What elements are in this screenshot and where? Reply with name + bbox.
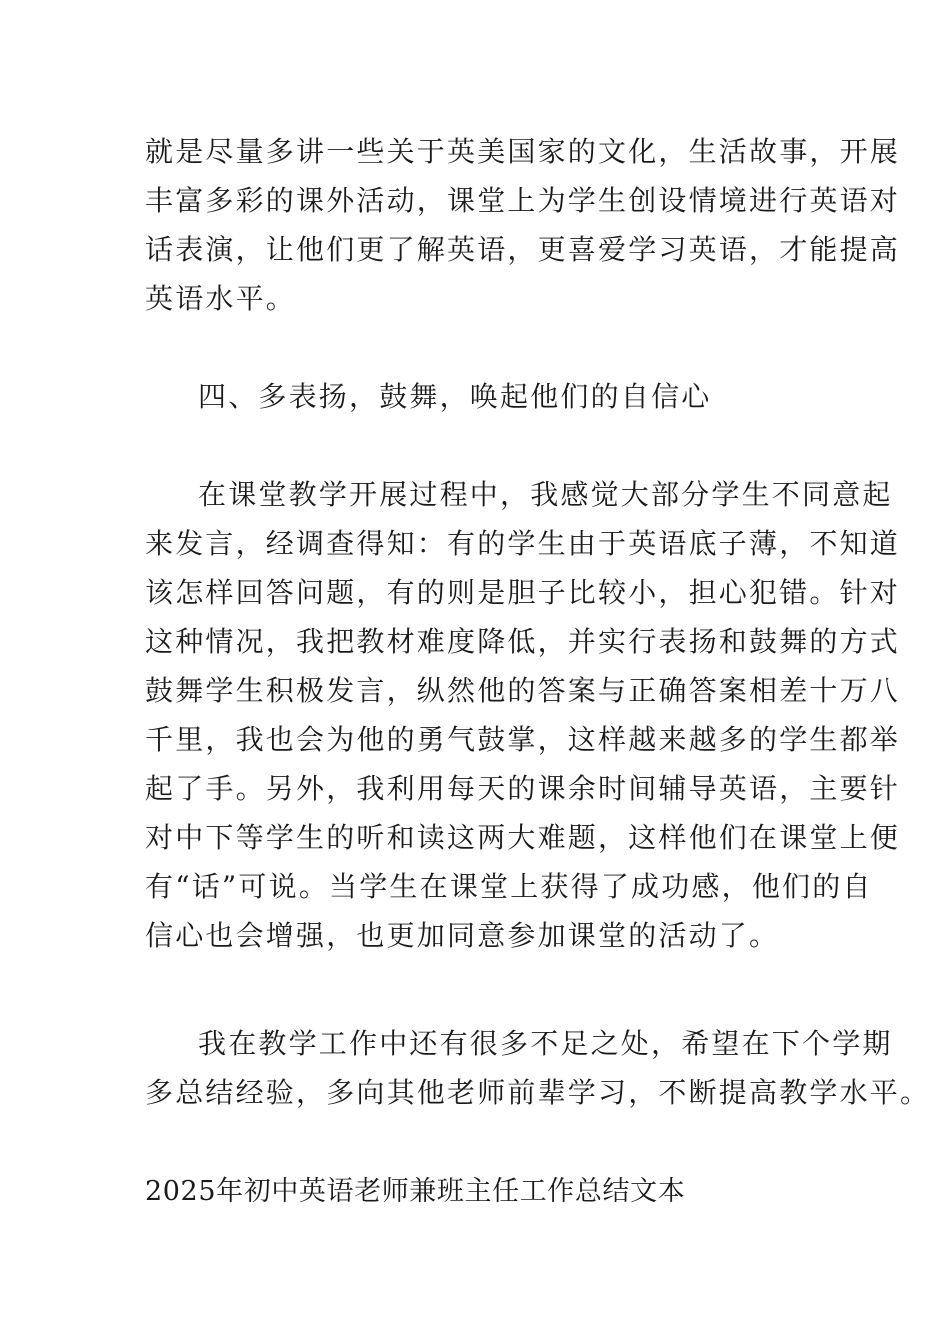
text-line: 有“话”可说。当学生在课堂上获得了成功感，他们的自 xyxy=(145,870,873,903)
text-line: 多总结经验，多向其他老师前辈学习，不断提高教学水平。 xyxy=(145,1076,931,1109)
text-line: 话表演，让他们更了解英语，更喜爱学习英语，才能提高 xyxy=(145,233,901,266)
text-line: 在课堂教学开展过程中，我感觉大部分学生不同意起 xyxy=(198,478,893,511)
text-line: 我在教学工作中还有很多不足之处，希望在下个学期 xyxy=(198,1027,893,1060)
heading-text: 四、多表扬，鼓舞，唤起他们的自信心 xyxy=(198,380,712,413)
paragraph-encouragement xyxy=(145,470,901,960)
text-line: 就是尽量多讲一些关于英美国家的文化，生活故事，开展 xyxy=(145,135,901,168)
text-line: 丰富多彩的课外活动，课堂上为学生创设情境进行英语对 xyxy=(145,184,901,217)
text-line: 起了手。另外，我利用每天的课余时间辅导英语，主要针 xyxy=(145,772,901,805)
text-line: 千里，我也会为他的勇气鼓掌，这样越来越多的学生都举 xyxy=(145,723,901,756)
section-heading-four xyxy=(198,372,863,421)
text-line: 来发言，经调查得知：有的学生由于英语底子薄，不知道 xyxy=(145,527,901,560)
text-line: 鼓舞学生积极发言，纵然他的答案与正确答案相差十万八 xyxy=(145,674,901,707)
text-line: 信心也会增强，也更加同意参加课堂的活动了。 xyxy=(145,919,780,952)
title-text: 2025年初中英语老师兼班主任工作总结文本 xyxy=(145,1176,686,1207)
text-line: 对中下等学生的听和读这两大难题，这样他们在课堂上便 xyxy=(145,821,901,854)
paragraph-culture-activities xyxy=(145,127,901,323)
text-line: 该怎样回答问题，有的则是胆子比较小，担心犯错。针对 xyxy=(145,576,901,609)
text-line: 英语水平。 xyxy=(145,282,297,315)
paragraph-conclusion xyxy=(145,1019,931,1117)
text-line: 这种情况，我把教材难度降低，并实行表扬和鼓舞的方式 xyxy=(145,625,901,658)
next-document-title xyxy=(145,1167,810,1216)
